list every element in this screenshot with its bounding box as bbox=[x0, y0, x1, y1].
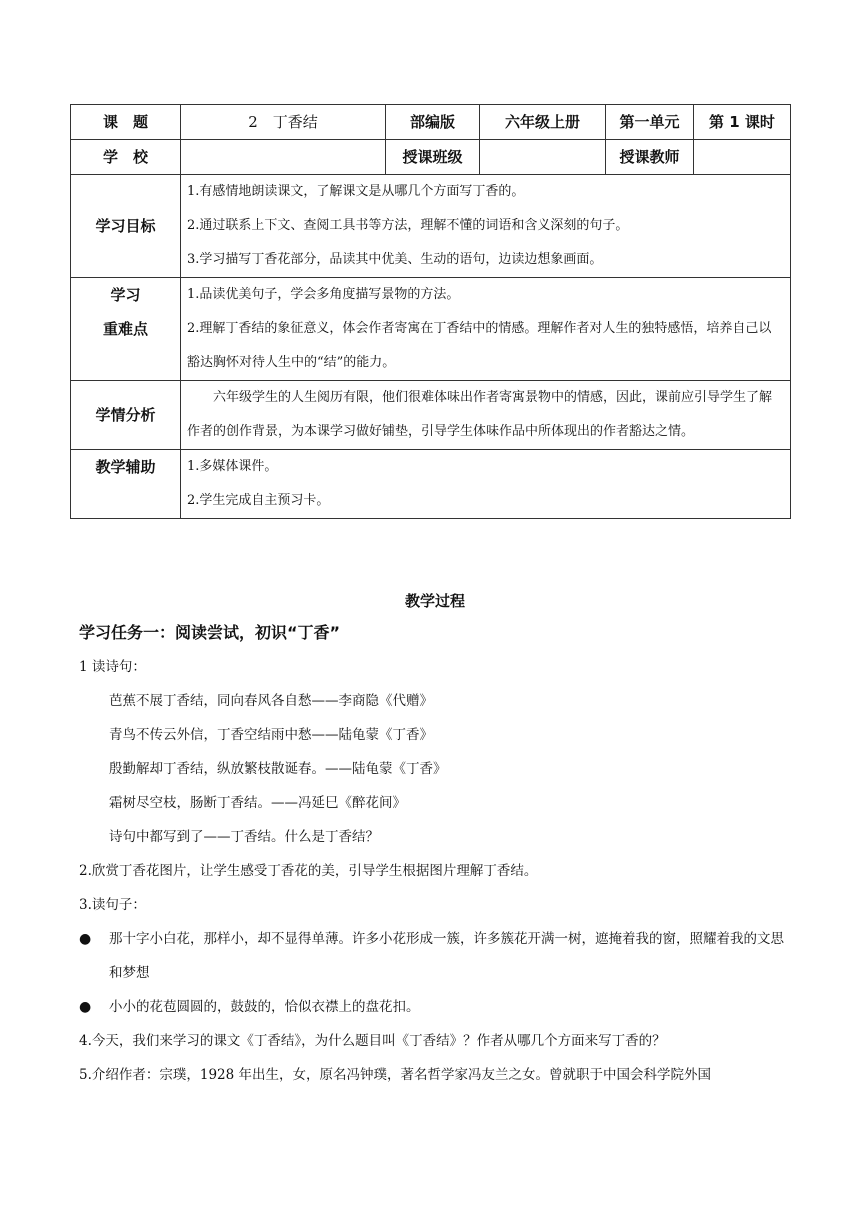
analysis-content bbox=[181, 381, 791, 450]
class-label: 授课班级 bbox=[386, 140, 480, 175]
lesson-title: 2 丁香结 bbox=[181, 105, 386, 140]
goals-label: 学习目标 bbox=[71, 175, 181, 278]
period-cell: 第 1 课时 bbox=[694, 105, 791, 140]
bullet-icon: ● bbox=[79, 931, 92, 947]
lesson-info-table bbox=[70, 104, 791, 519]
step2-text: 2.欣赏丁香花图片，让学生感受丁香花的美，引导学生根据图片理解丁香结。 bbox=[79, 863, 538, 879]
table-row-goals bbox=[71, 175, 791, 278]
bullet-text: 小小的花苞圆圆的，鼓鼓的，恰似衣襟上的盘花扣。 bbox=[109, 999, 420, 1015]
difficulty-item: 2.理解丁香结的象征意义，体会作者寄寓在丁香结中的情感。理解作者对人生的独特感悟，培养自己以豁达胸怀对待人生中的“结”的能力。 bbox=[187, 321, 772, 370]
table-row-topic bbox=[71, 105, 791, 140]
table-row-analysis bbox=[71, 381, 791, 450]
bullet-text: 那十字小白花，那样小，却不显得单薄。许多小花形成一簇，许多簇花开满一树，遮掩着我的窗，照耀着我的文思和梦想 bbox=[109, 931, 784, 981]
difficulty-item: 1.品读优美句子，学会多角度描写景物的方法。 bbox=[187, 287, 460, 302]
grade-cell: 六年级上册 bbox=[480, 105, 606, 140]
poem-question: 诗句中都写到了——丁香结。什么是丁香结？ bbox=[109, 829, 379, 845]
aids-label: 教学辅助 bbox=[71, 450, 181, 519]
aid-item: 1.多媒体课件。 bbox=[187, 459, 278, 474]
poem-line: 芭蕉不展丁香结，同向春风各自愁——李商隐《代赠》 bbox=[109, 693, 433, 709]
analysis-label: 学情分析 bbox=[71, 381, 181, 450]
goal-item: 3.学习描写丁香花部分，品读其中优美、生动的语句，边读边想象画面。 bbox=[187, 252, 603, 267]
bullet-item bbox=[79, 922, 791, 990]
step5-text: 5.介绍作者：宗璞，1928 年出生，女，原名冯钟璞，著名哲学家冯友兰之女。曾就职于中国会科学院外国 bbox=[79, 1067, 712, 1083]
goals-content bbox=[181, 175, 791, 278]
edition-cell: 部编版 bbox=[386, 105, 480, 140]
unit-cell: 第一单元 bbox=[606, 105, 694, 140]
poem-line: 霜树尽空枝，肠断丁香结。——冯延巳《醉花间》 bbox=[109, 795, 406, 811]
teacher-value bbox=[694, 140, 791, 175]
bullet-item bbox=[79, 990, 791, 1024]
analysis-text: 六年级学生的人生阅历有限，他们很难体味出作者寄寓景物中的情感，因此，课前应引导学生了解作者的创作背景，为本课学习做好铺垫，引导学生体味作品中所体现出的作者豁达之情。 bbox=[187, 390, 773, 439]
process-title: 教学过程 bbox=[404, 592, 465, 610]
step3-heading: 3.读句子： bbox=[79, 897, 146, 913]
difficulties-label bbox=[71, 278, 181, 381]
difficulties-content bbox=[181, 278, 791, 381]
table-row-aids bbox=[71, 450, 791, 519]
step1-heading: 1 读诗句： bbox=[79, 659, 146, 675]
task1-title: 学习任务一：阅读尝试，初识“丁香” bbox=[79, 623, 341, 642]
school-label: 学 校 bbox=[71, 140, 181, 175]
difficulties-label-line2: 重难点 bbox=[102, 320, 148, 338]
table-row-difficulties bbox=[71, 278, 791, 381]
bullet-icon: ● bbox=[79, 999, 92, 1015]
aid-item: 2.学生完成自主预习卡。 bbox=[187, 493, 330, 508]
goal-item: 2.通过联系上下文、查阅工具书等方法，理解不懂的词语和含义深刻的句子。 bbox=[187, 218, 629, 233]
difficulties-label-line1: 学习 bbox=[110, 286, 141, 304]
poem-line: 青鸟不传云外信，丁香空结雨中愁——陆龟蒙《丁香》 bbox=[109, 727, 433, 743]
step4-text: 4.今天，我们来学习的课文《丁香结》，为什么题目叫《丁香结》？作者从哪几个方面来写丁香的？ bbox=[79, 1033, 666, 1049]
school-value bbox=[181, 140, 386, 175]
aids-content bbox=[181, 450, 791, 519]
class-value bbox=[480, 140, 606, 175]
teaching-process bbox=[79, 586, 791, 1092]
topic-label: 课 题 bbox=[71, 105, 181, 140]
poem-line: 殷勤解却丁香结，纵放繁枝散诞春。——陆龟蒙《丁香》 bbox=[109, 761, 447, 777]
goal-item: 1.有感情地朗读课文，了解课文是从哪几个方面写丁香的。 bbox=[187, 184, 525, 199]
teacher-label: 授课教师 bbox=[606, 140, 694, 175]
table-row-school bbox=[71, 140, 791, 175]
